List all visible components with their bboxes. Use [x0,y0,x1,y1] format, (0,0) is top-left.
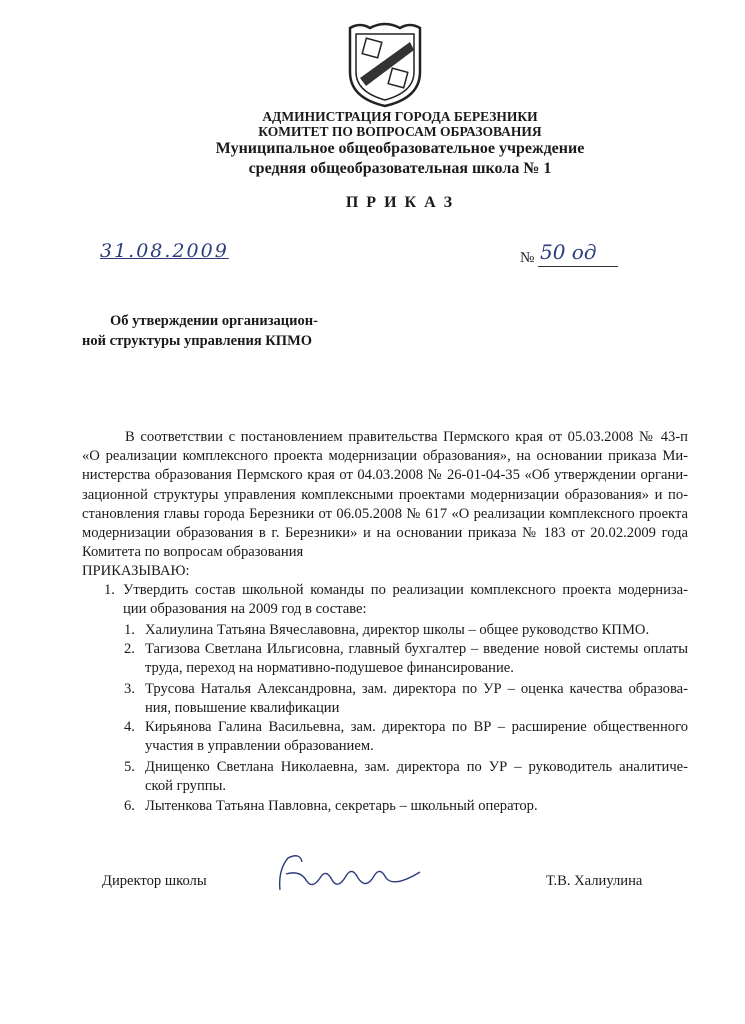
body-line: модернизации образования в г. Березники» и на основании приказа № 183 от 20.02.2009 года [82,525,688,541]
header-administration: АДМИНИСТРАЦИЯ ГОРОДА БЕРЕЗНИКИ [262,109,538,124]
subitem-text: участия в управлении образованием. [145,738,374,754]
order-number-underline [538,266,618,267]
subitem-text: Кирьянова Галина Васильевна, зам. директора по ВР – расширение общественного [145,719,688,735]
subitem-text: Днищенко Светлана Николаевна, зам. директора по УР – руководитель аналитиче- [145,759,688,775]
subitem-number: 6. [124,798,135,814]
body-line: «О реализации комплексного проекта модернизации образования», на основании приказа Ми- [82,448,688,464]
header-committee: КОМИТЕТ ПО ВОПРОСАМ ОБРАЗОВАНИЯ [258,124,542,139]
subitem-number: 4. [124,719,135,735]
subitem-text: Лытенкова Татьяна Павловна, секретарь – школьный оператор. [145,798,538,814]
subitem-number: 2. [124,641,135,657]
subject-line-1: Об утверждении организацион- [110,313,318,329]
order-date: 31.08.2009 [100,240,229,262]
item-text: Утвердить состав школьной команды по реализации комплексного проекта модерниза- [123,582,688,598]
handwritten-signature [270,850,430,900]
subitem-text: труда, переход на нормативно-подушевое финансирование. [145,660,514,676]
coat-of-arms-emblem [340,20,430,108]
subitem-text: ской группы. [145,778,227,794]
subitem-number: 3. [124,681,135,697]
body-line: нистерства образования Пермского края от 04.03.2008 № 26-01-04-35 «Об утверждении органи- [82,467,688,483]
subitem-number: 1. [124,622,135,638]
subitem-text: Трусова Наталья Александровна, зам. директора по УР – оценка качества образова- [145,681,688,697]
body-line: В соответствии с постановлением правительства Пермского края от 05.03.2008 № 43-п [125,429,688,445]
header-institution: Муниципальное общеобразовательное учреждение [215,140,585,157]
signature-name: Т.В. Халиулина [546,873,643,889]
body-line: зационной структуры управления комплексными проектами модернизации образования» и по- [82,487,688,503]
subject-line-2: ной структуры управления КПМО [82,333,313,349]
subitem-number: 5. [124,759,135,775]
item-text: ции образования на 2009 год в составе: [123,601,367,617]
order-number: 50 од [540,240,597,264]
header-school: средняя общеобразовательная школа № 1 [248,160,552,177]
subitem-text: Тагизова Светлана Ильгисовна, главный бухгалтер – введение новой системы оплаты [145,641,688,657]
document-title: П Р И К А З [345,194,455,211]
order-number-label: № [520,250,535,266]
body-line: Комитета по вопросам образования [82,544,304,560]
body-line: становления главы города Березники от 06.05.2008 № 617 «О реализации комплексного проекта [82,506,688,522]
order-word: ПРИКАЗЫВАЮ: [82,563,190,579]
signature-position: Директор школы [102,873,207,889]
item-number: 1. [104,582,115,598]
subitem-text: ния, повышение квалификации [145,700,340,716]
subitem-text: Халиулина Татьяна Вячеславовна, директор школы – общее руководство КПМО. [145,622,650,638]
